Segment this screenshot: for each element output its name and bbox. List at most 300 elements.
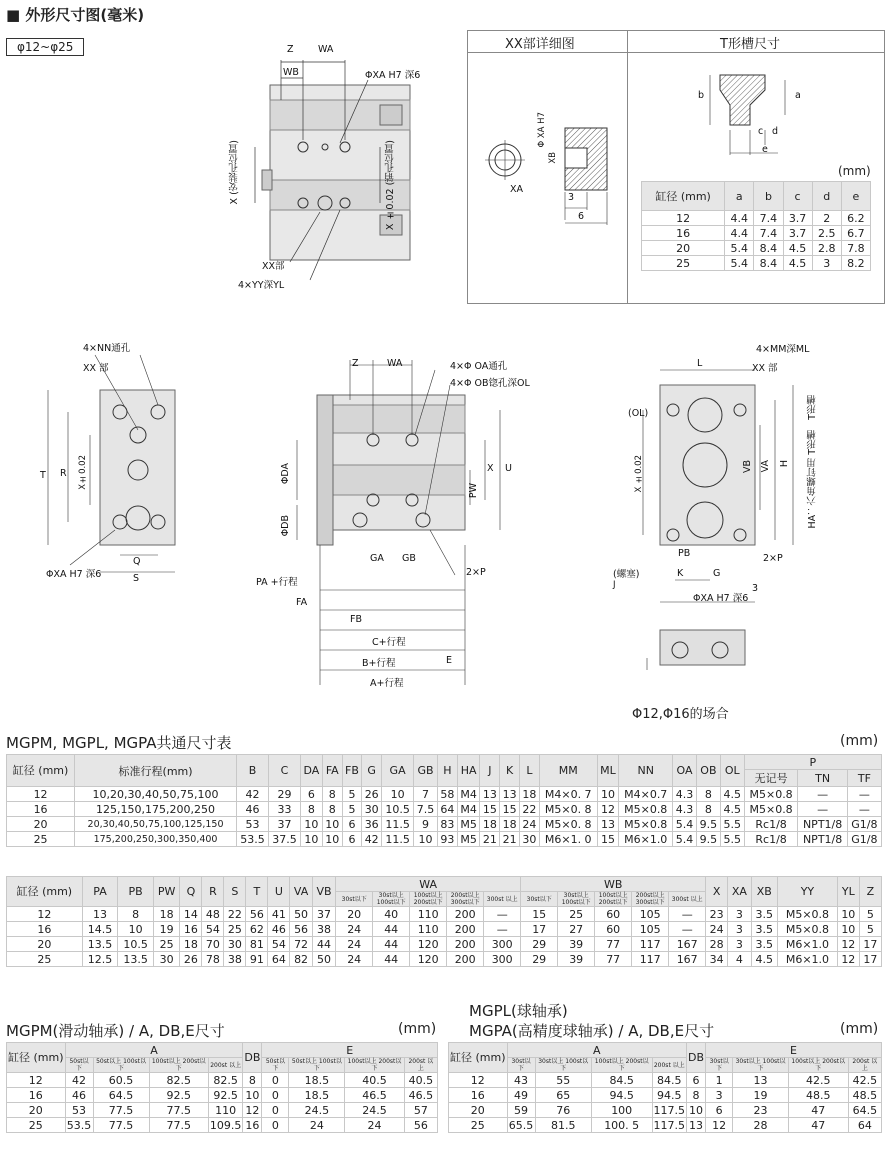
table-header-row	[7, 1058, 438, 1073]
table-cell: 42	[236, 787, 268, 802]
table-cell: 6.7	[841, 226, 870, 241]
table-row	[7, 832, 882, 847]
table-cell: 77	[595, 952, 632, 967]
common-table	[6, 754, 882, 847]
center-a: A+行程	[370, 678, 404, 689]
table-cell: 29	[268, 787, 300, 802]
header-cell: E	[262, 1043, 438, 1058]
table-cell: 9.5	[696, 817, 720, 832]
table-cell: 77.5	[93, 1103, 149, 1118]
header-cell: A	[507, 1043, 687, 1058]
table-cell: 4.5	[783, 241, 812, 256]
table-cell: 117.5	[653, 1118, 686, 1132]
table-cell: 48	[202, 907, 224, 922]
table-cell: 46	[268, 922, 290, 937]
dim-x-pin: X ±0.02 (销孔位置)	[385, 140, 396, 231]
table-cell: 29	[521, 952, 558, 967]
table-cell: 56	[290, 922, 312, 937]
right-ol: (OL)	[628, 408, 649, 419]
table-cell: —	[484, 907, 521, 922]
t-th: e	[841, 182, 870, 211]
table-cell: 18	[180, 937, 202, 952]
header-cell: 30st以下	[521, 892, 558, 907]
table-cell: 64.5	[848, 1103, 881, 1118]
table-cell: 82	[290, 952, 312, 967]
t-th: d	[812, 182, 841, 211]
table-cell: 92.5	[149, 1088, 208, 1103]
table-cell: 6	[300, 787, 322, 802]
header-cell: MM	[539, 755, 597, 787]
t-unit: (mm)	[838, 164, 871, 178]
table-cell: 39	[558, 937, 595, 952]
table-cell: 77	[595, 937, 632, 952]
header-cell: 缸径 (mm)	[449, 1043, 508, 1073]
table-cell: 15	[597, 832, 619, 847]
header-cell: 300st 以上	[669, 892, 706, 907]
table-cell: 0	[262, 1073, 289, 1088]
table-cell: 56	[404, 1118, 437, 1133]
table-cell: 3.7	[783, 211, 812, 226]
table-cell: 41	[268, 907, 290, 922]
table-cell: 10	[597, 787, 619, 802]
header-cell: T	[246, 877, 268, 907]
table-cell: 60	[595, 907, 632, 922]
right-t-slot-label: T形槽	[807, 395, 818, 420]
table-cell: 1	[706, 1073, 733, 1088]
header-cell: Z	[859, 877, 881, 907]
table-cell: 11.5	[382, 832, 414, 847]
table-cell: 39	[558, 952, 595, 967]
table-cell: 12	[449, 1073, 508, 1088]
table-cell: 27	[558, 922, 595, 937]
right-p: (螺塞)	[613, 569, 640, 580]
xx-part-label: XX部	[262, 261, 285, 272]
table-cell: 16	[7, 922, 83, 937]
table-cell: 5	[859, 922, 881, 937]
xx-dim-6: 6	[578, 211, 585, 222]
table-cell: 37	[312, 907, 335, 922]
dim-xa-hole: ΦXA H7 深6	[365, 70, 421, 81]
table-cell: 23	[733, 1103, 789, 1118]
table-header-row	[7, 1043, 438, 1058]
header-cell: 300st 以上	[484, 892, 521, 907]
header-cell: HA	[457, 755, 480, 787]
header-cell: OA	[673, 755, 697, 787]
table-cell: 120	[410, 937, 447, 952]
table-cell: 18	[500, 817, 520, 832]
header-cell: 50st以下	[65, 1058, 93, 1073]
table-cell: 77.5	[149, 1103, 208, 1118]
table-cell: 5.5	[720, 817, 744, 832]
table-cell: 10	[300, 832, 322, 847]
table-cell: 13.5	[82, 937, 118, 952]
center-b: B+行程	[362, 658, 396, 669]
header-cell: PW	[153, 877, 180, 907]
header-cell: OL	[720, 755, 744, 787]
table-cell: 3.5	[751, 937, 778, 952]
table-cell: 28	[706, 937, 728, 952]
table-cell: 77.5	[149, 1118, 208, 1133]
header-cell: A	[65, 1043, 243, 1058]
table-cell: 8	[322, 787, 342, 802]
table-header-row	[449, 1058, 882, 1073]
table-cell: 2.5	[812, 226, 841, 241]
right-h: H	[779, 460, 790, 468]
view-caption: Φ12,Φ16的场合	[632, 707, 729, 722]
right-l: L	[697, 358, 703, 369]
table-cell: 82.5	[149, 1073, 208, 1088]
table-cell: 42	[65, 1073, 93, 1088]
panel-header-line	[467, 52, 885, 53]
table-cell: 22	[224, 907, 246, 922]
table-cell: 81.5	[535, 1118, 591, 1133]
dim-table-2	[6, 876, 882, 967]
table-cell: 37.5	[268, 832, 300, 847]
table-cell: 53	[65, 1103, 93, 1118]
header-cell: 50st以下	[262, 1058, 289, 1073]
right-pb: PB	[678, 548, 691, 559]
table-cell: 3	[728, 937, 751, 952]
right-view-drawing	[615, 340, 825, 680]
table-cell: 167	[669, 937, 706, 952]
table-cell: 3	[706, 1088, 733, 1103]
header-cell: 200st 以上	[208, 1058, 243, 1073]
table-cell: 36	[362, 817, 382, 832]
mgpl-title-top: MGPL(球轴承)	[469, 1002, 568, 1020]
header-cell: 30st以下	[336, 892, 373, 907]
table-cell: 42	[362, 832, 382, 847]
table-cell: 26	[180, 952, 202, 967]
table-cell: M5×0.8	[619, 817, 673, 832]
header-cell: GB	[414, 755, 438, 787]
table-row	[642, 256, 871, 271]
table-cell: 43	[507, 1073, 535, 1088]
table-cell: 25	[224, 922, 246, 937]
header-cell: 200st以上 300st以下	[447, 892, 484, 907]
table-cell: M4×0.7	[619, 787, 673, 802]
table-cell: 38	[312, 922, 335, 937]
table-cell: 25	[642, 256, 725, 271]
table-cell: 12.5	[82, 952, 118, 967]
table-cell: 2.8	[812, 241, 841, 256]
table-cell: NPT1/8	[798, 817, 847, 832]
header-cell: J	[480, 755, 500, 787]
center-z: Z	[352, 358, 359, 369]
table-cell: 48.5	[848, 1088, 881, 1103]
header-cell: PA	[82, 877, 118, 907]
table-cell: M5×0. 8	[539, 817, 597, 832]
left-xx-part: XX 部	[83, 363, 109, 374]
table-cell: 30	[224, 937, 246, 952]
header-cell: 30st以上 100st以下	[733, 1058, 789, 1073]
table-row	[642, 241, 871, 256]
table-cell: 10	[118, 922, 154, 937]
table-cell: 10	[322, 817, 342, 832]
dim-z: Z	[287, 44, 294, 55]
table-cell: 10	[300, 817, 322, 832]
table-cell: —	[798, 787, 847, 802]
table-cell: 24	[336, 922, 373, 937]
table-cell: 23	[706, 907, 728, 922]
table-cell: 17	[859, 952, 881, 967]
table-cell: 94.5	[652, 1088, 687, 1103]
table-cell: 110	[410, 922, 447, 937]
header-cell: 100st以上 200st以下	[410, 892, 447, 907]
table-cell: 60	[595, 922, 632, 937]
table-cell: —	[484, 922, 521, 937]
table-cell: 93	[437, 832, 457, 847]
table-cell: 16	[7, 802, 75, 817]
table-row	[7, 1118, 438, 1133]
table-cell: 42.5	[788, 1073, 848, 1088]
header-cell: G	[362, 755, 382, 787]
header-cell: TN	[798, 770, 847, 787]
table-cell: 18	[480, 817, 500, 832]
mgpl-table	[448, 1042, 882, 1133]
table-cell: 37	[268, 817, 300, 832]
table-cell: 26	[362, 787, 382, 802]
table-cell: 12	[642, 211, 725, 226]
table-cell: 5.5	[720, 832, 744, 847]
table-cell: 6	[342, 832, 362, 847]
mgpm-table	[6, 1042, 438, 1133]
center-ga: GA	[370, 553, 384, 564]
table-cell: 40	[373, 907, 410, 922]
right-k: G	[713, 568, 721, 579]
table-cell: 84.5	[591, 1073, 652, 1088]
table-cell: 4.4	[725, 211, 754, 226]
table-cell: 13	[500, 787, 520, 802]
table-cell: 54	[202, 922, 224, 937]
table-cell: 10,20,30,40,50,75,100	[75, 787, 237, 802]
header-cell: Q	[180, 877, 202, 907]
table-cell: 200	[447, 922, 484, 937]
table-cell: 82.5	[208, 1073, 243, 1088]
table-cell: 105	[632, 922, 669, 937]
table-row	[7, 1103, 438, 1118]
header-cell: DB	[687, 1043, 706, 1073]
table-header-row	[449, 1043, 882, 1058]
table-cell: 6.2	[841, 211, 870, 226]
table-cell: 12	[7, 787, 75, 802]
table-cell: 24	[336, 937, 373, 952]
table-cell: 94.5	[591, 1088, 652, 1103]
mgpl-unit: (mm)	[840, 1021, 879, 1037]
table-cell: 4.4	[725, 226, 754, 241]
center-e: E	[446, 655, 453, 666]
table-cell: 5	[342, 802, 362, 817]
right-t-slot: 2×P	[763, 553, 783, 564]
mgpl-title: MGPA(高精度球轴承) / A, DB,E尺寸	[469, 1022, 715, 1040]
table-cell: 20,30,40,50,75,100,125,150	[75, 817, 237, 832]
table-cell: M6×1.0	[778, 952, 838, 967]
table-cell: 5.4	[725, 241, 754, 256]
table-cell: 83	[437, 817, 457, 832]
table-row	[7, 1073, 438, 1088]
t-slot-title: T形槽尺寸	[720, 37, 780, 52]
table-cell: 24	[706, 922, 728, 937]
table-cell: 117	[632, 937, 669, 952]
center-p: 2×P	[466, 567, 486, 578]
header-cell: R	[202, 877, 224, 907]
table-cell: 15	[480, 802, 500, 817]
header-cell: 100st以上 200st以下	[788, 1058, 848, 1073]
table-cell: 46.5	[345, 1088, 404, 1103]
table-cell: 48.5	[788, 1088, 848, 1103]
table-cell: 167	[669, 952, 706, 967]
table-cell: 3	[728, 907, 751, 922]
table-cell: 175,200,250,300,350,400	[75, 832, 237, 847]
table-cell: 13	[597, 817, 619, 832]
table-cell: 65.5	[508, 1118, 534, 1132]
table-cell: 44	[373, 937, 410, 952]
header-cell: GA	[382, 755, 414, 787]
center-oa: 4×Φ OA通孔	[450, 361, 508, 372]
table-row	[7, 907, 882, 922]
t-th: a	[725, 182, 754, 211]
table-cell: 16	[7, 1088, 66, 1103]
table-cell: 38	[224, 952, 246, 967]
table-cell: G1/8	[847, 817, 881, 832]
center-pa: PA +行程	[256, 577, 298, 588]
table-cell: 300	[484, 952, 521, 967]
header-cell: DB	[243, 1043, 262, 1073]
table-cell: 6	[706, 1103, 733, 1118]
table-cell: M5×0.8	[619, 802, 673, 817]
table-cell: 47	[788, 1118, 848, 1133]
header-cell: XB	[751, 877, 778, 907]
table-cell: 0	[262, 1103, 289, 1118]
table-cell: 64	[848, 1118, 881, 1133]
table-cell: 11.5	[382, 817, 414, 832]
table-cell: 46	[65, 1088, 93, 1103]
table-cell: M4×0. 7	[539, 787, 597, 802]
table-cell: 64	[268, 952, 290, 967]
table-row	[642, 226, 871, 241]
table-cell: 10	[837, 922, 859, 937]
table-cell: 56	[246, 907, 268, 922]
table-cell: 19	[153, 922, 180, 937]
table-cell: 55	[535, 1073, 591, 1088]
table-cell: M5×0.8	[744, 802, 798, 817]
table-cell: 200	[447, 907, 484, 922]
header-cell: H	[437, 755, 457, 787]
table-row	[449, 1118, 882, 1133]
table-cell: 30	[153, 952, 180, 967]
header-cell: 50st以上 100st以下	[289, 1058, 345, 1073]
table-row	[449, 1103, 882, 1118]
table-cell: 7.8	[841, 241, 870, 256]
table-cell: 7.4	[754, 226, 783, 241]
table-cell: 6	[342, 817, 362, 832]
table-cell: 117.5	[653, 1103, 686, 1117]
table-cell: 20	[642, 241, 725, 256]
table-cell: 30	[520, 832, 540, 847]
header-cell: DA	[300, 755, 322, 787]
table-cell: —	[847, 802, 881, 817]
table-cell: 50	[312, 952, 335, 967]
table-cell: 15	[500, 802, 520, 817]
table-cell: 12	[7, 1073, 66, 1088]
header-cell: 50st以上 100st以下	[93, 1058, 149, 1073]
t-b: b	[698, 90, 705, 101]
table-cell: 53.5	[236, 832, 268, 847]
table-cell: 44	[373, 952, 410, 967]
right-vb: VB	[742, 460, 753, 474]
header-cell: 缸径 (mm)	[7, 1043, 66, 1073]
table-cell: 200	[447, 937, 484, 952]
table-cell: —	[669, 907, 706, 922]
t-c: c	[758, 126, 764, 137]
table-cell: 18.5	[289, 1073, 345, 1088]
table-cell: 0	[262, 1118, 289, 1133]
table-cell: 100	[591, 1103, 652, 1118]
header-cell: 30st以上 100st以下	[373, 892, 410, 907]
table-cell: 50	[290, 907, 312, 922]
table-cell: 5.4	[725, 256, 754, 271]
header-cell: VA	[290, 877, 312, 907]
mgpm-unit: (mm)	[398, 1021, 437, 1037]
common-table-title: MGPM, MGPL, MGPA共通尺寸表	[6, 734, 232, 752]
table-cell: 10	[687, 1103, 706, 1118]
table-cell: 49	[507, 1088, 535, 1103]
table-cell: Rc1/8	[744, 817, 798, 832]
table-cell: 109.5	[209, 1118, 242, 1132]
table-cell: 25	[7, 1118, 66, 1133]
table-cell: 4.5	[751, 952, 778, 967]
table-cell: 110	[410, 907, 447, 922]
table-cell: 10	[322, 832, 342, 847]
table-cell: 4.3	[673, 787, 697, 802]
t-th: b	[754, 182, 783, 211]
page-title: ■ 外形尺寸图(毫米)	[6, 6, 145, 24]
table-cell: 8	[118, 907, 154, 922]
center-pw: PW	[468, 483, 479, 499]
table-cell: 8	[687, 1088, 706, 1103]
right-x: X ±0.02	[634, 455, 644, 493]
size-tag: φ12~φ25	[6, 38, 84, 56]
header-cell: XA	[728, 877, 751, 907]
xx-xb: XB	[548, 152, 558, 164]
table-cell: 58	[437, 787, 457, 802]
table-cell: G1/8	[847, 832, 881, 847]
header-cell: X	[706, 877, 728, 907]
right-xa: 3	[752, 583, 759, 594]
table-row	[7, 952, 882, 967]
header-cell: NN	[619, 755, 673, 787]
dim-x-mount: X (安装孔位置)	[229, 140, 240, 205]
table-cell: M4	[457, 787, 480, 802]
table-cell: M6×1.0	[778, 937, 838, 952]
table-cell: 9.5	[696, 832, 720, 847]
table-cell: 65	[535, 1088, 591, 1103]
table-cell: 20	[449, 1103, 508, 1118]
t-a: a	[795, 90, 801, 101]
header-cell: 缸径 (mm)	[7, 755, 75, 787]
table-cell: M5	[457, 817, 480, 832]
table-cell: 20	[7, 817, 75, 832]
table-cell: 76	[535, 1103, 591, 1118]
t-e: e	[762, 144, 768, 155]
table-cell: 25	[449, 1118, 508, 1133]
header-cell: S	[224, 877, 246, 907]
header-cell: PB	[118, 877, 154, 907]
table-cell: 4.3	[673, 802, 697, 817]
header-cell: 200st 以上	[848, 1058, 881, 1073]
table-cell: M4	[457, 802, 480, 817]
table-cell: 77.5	[93, 1118, 149, 1133]
table-cell: 7.4	[754, 211, 783, 226]
